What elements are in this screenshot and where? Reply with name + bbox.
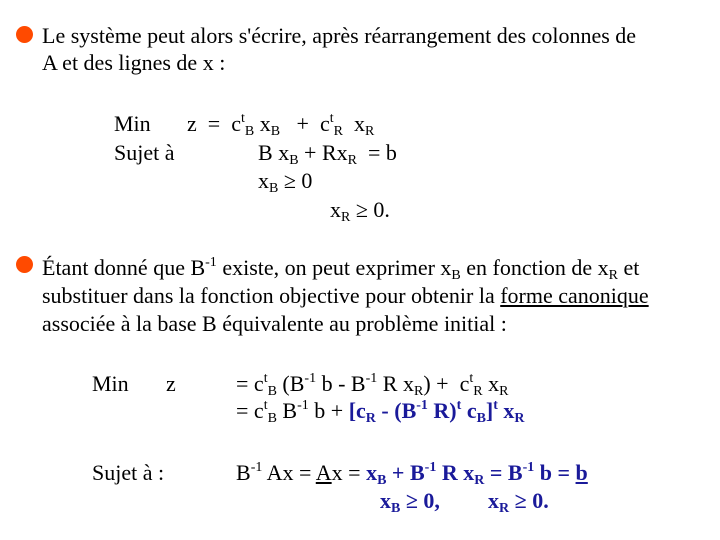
canonical-objective-line2: = $c^t_B$ $B^{-1}$ $b + [c_R - (B^{-1}$ R)$^t$ $c_B]^t$ $x_R$ [236,398,525,426]
canonical-form-term: forme canonique [500,283,649,308]
paragraph-line: Étant donné que $B^{-1}$ existe, on peut exprimer $x_B$ en fonction de $x_R$ et [42,255,640,283]
subject-label: Sujet à : [92,460,165,485]
min-label: Min [114,111,151,136]
bullet-icon [16,26,33,43]
paragraph-line: A et des lignes de x : [42,50,226,75]
paragraph-line: Le système peut alors s'écrire, après réarrangement des colonnes de [42,23,637,48]
constraint-equation: B $x_B + Rx_R = b$ [258,140,397,168]
subject-label: Sujet à [114,140,175,165]
canonical-objective-line1: = $c^t_B$ ($B^{-1}$ b - $B^{-1}$ R $x_R) + c^t_R$ $x_R$ [236,371,509,399]
canonical-nonneg-xr: $x_R \ge 0$. [488,488,549,516]
bullet-icon [16,256,33,273]
z-variable: z [166,371,176,396]
nonneg-xr: $x_R \ge 0$. [330,197,390,225]
min-label: Min [92,371,129,396]
paragraph-line: associée à la base B équivalente au problème initial : [42,311,507,336]
nonneg-xb: $x_B \ge 0$ [258,168,313,196]
paragraph-line: substituer dans la fonction objective pour obtenir la forme canonique [42,283,649,308]
objective-function: $z = c^t_B$ $x_B$ + $c^t_R$ $x_R$ [187,111,375,139]
canonical-nonneg-xb: $x_B \ge 0$, [380,488,440,516]
canonical-constraint: $B^{-1}$ $Ax = Ax = x_B + B^{-1}$ R $x_R = B^{-1}$ b = b [236,460,588,488]
